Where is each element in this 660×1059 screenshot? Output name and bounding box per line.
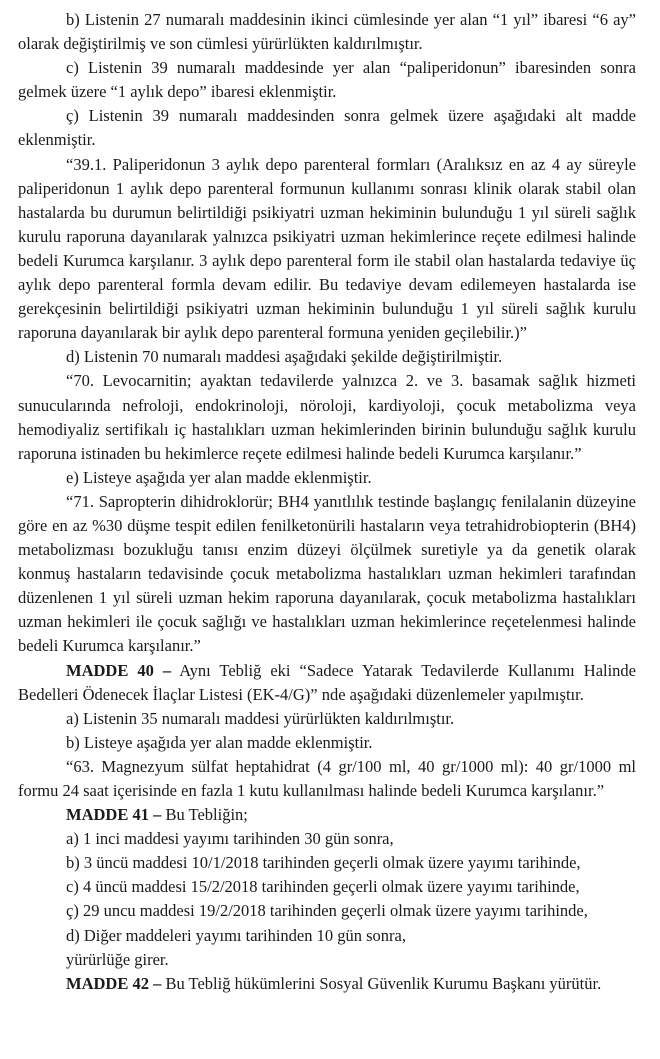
paragraph-text: “63. Magnezyum sülfat heptahidrat (4 gr/100 ml, 40 gr/1000 ml): 40 gr/1000 ml formu 24 saat içerisinde en fazla 1 kutu kullanılması halinde bedeli Kurumca karşılanır.”	[18, 756, 636, 800]
article-label: MADDE 40 –	[66, 660, 172, 680]
document-page	[18, 8, 636, 996]
paragraph-text: “39.1. Paliperidonun 3 aylık depo parenteral formları (Aralıksız en az 4 ay süreyle paliperidonun 1 aylık depo parenteral formunun kullanımı sonrası klinik olarak stabil olan hastalarda bu durumun belirtildiği psikiyatri uzman hekiminin bulunduğu 1 yıl süreli sağlık kurulu raporuna dayanılarak yalnızca psikiyatri uzman hekimlerince reçete edilmesi halinde bedeli Kurumca karşılanır. 3 aylık depo parenteral form ile stabil olan hastalarda tedaviye üç aylık depo parenteral formla devam edilir. Bu tedaviye devam edilemeyen hastalarda ise gerekçesinin belirtildiği psikiyatri uzman hekiminin bulunduğu 1 yıl süreli sağlık kurulu raporuna dayanılarak bir aylık depo parenteral formuna yeniden geçilebilir.)”	[18, 154, 636, 343]
paragraph-text: b) Listeye aşağıda yer alan madde eklenmiştir.	[66, 732, 373, 752]
paragraph-text: b) 3 üncü maddesi 10/1/2018 tarihinden geçerli olmak üzere yayımı tarihinde,	[66, 853, 581, 873]
paragraph-text: a) 1 inci maddesi yayımı tarihinden 30 gün sonra,	[66, 829, 394, 849]
paragraph-text: d) Diğer maddeleri yayımı tarihinden 10 gün sonra,	[66, 925, 406, 945]
article-label: MADDE 41 –	[66, 805, 162, 825]
paragraph-text: a) Listenin 35 numaralı maddesi yürürlükten kaldırılmıştır.	[66, 708, 455, 728]
paragraph-quote-71	[18, 490, 636, 659]
paragraph-text: “70. Levocarnitin; ayaktan tedavilerde yalnızca 2. ve 3. basamak sağlık hizmeti sunucularında nefroloji, endokrinoloji, nöroloji, kardiyoloji, çocuk metabolizma veya hemodiyaliz sertifikalı iç hastalıkları uzman hekimlerinden birinin bulunduğu sağlık kurulu raporuna istinaden bu hekimlerce reçete edilmesi halinde bedeli Kurumca karşılanır.”	[18, 371, 636, 463]
paragraph-item-b-27	[18, 8, 636, 56]
paragraph-item-a-35	[18, 707, 636, 731]
closing-line	[18, 948, 636, 972]
paragraph-text: Aynı Tebliğ eki “Sadece Yatarak Tedavilerde Kullanımı Halinde Bedelleri Ödenecek İlaçlar Listesi (EK-4/G)” nde aşağıdaki düzenlemeler yapılmıştır.	[18, 660, 637, 704]
paragraph-item-b-add	[18, 731, 636, 755]
paragraph-quote-63	[18, 755, 636, 803]
paragraph-text: ç) 29 uncu maddesi 19/2/2018 tarihinden geçerli olmak üzere yayımı tarihinde,	[66, 901, 588, 921]
article-40	[18, 659, 636, 707]
paragraph-text: ç) Listenin 39 numaralı maddesinden sonra gelmek üzere aşağıdaki alt madde eklenmiştir.	[18, 106, 636, 150]
article-41	[18, 803, 636, 827]
paragraph-item-e	[18, 466, 636, 490]
paragraph-text: yürürlüğe girer.	[66, 949, 169, 969]
paragraph-text: “71. Sapropterin dihidroklorür; BH4 yanıtlılık testinde başlangıç fenilalanin düzeyine göre en az %30 düşme tespit edilen fenilketonürili hastaların veya tetrahidrobiopterin (BH4) metabolizması bozukluğu tanısı enzim düzeyi ölçülmek suretiyle ya da genetik olarak konmuş hastaların tedavisinde çocuk metabolizma hastalıkları uzman hekimleri tarafından düzenlenen 1 yıl süreli uzman hekim raporuna dayanılarak, çocuk metabolizma hastalıkları uzman hekimleri ile çocuk sağlığı ve hastalıkları uzman hekimlerince reçetelenmesi halinde bedeli Kurumca karşılanır.”	[18, 491, 636, 656]
list-item-b	[18, 851, 636, 875]
list-item-c	[18, 875, 636, 899]
paragraph-item-c-39	[18, 56, 636, 104]
paragraph-text: Bu Tebliğ hükümlerini Sosyal Güvenlik Kurumu Başkanı yürütür.	[161, 973, 602, 993]
paragraph-item-d-70	[18, 345, 636, 369]
article-label: MADDE 42 –	[66, 973, 162, 993]
paragraph-item-cc-39	[18, 104, 636, 152]
paragraph-text: d) Listenin 70 numaralı maddesi aşağıdaki şekilde değiştirilmiştir.	[66, 347, 503, 367]
paragraph-quote-70	[18, 369, 636, 465]
paragraph-text: c) 4 üncü maddesi 15/2/2018 tarihinden geçerli olmak üzere yayımı tarihinde,	[66, 877, 580, 897]
paragraph-text: Bu Tebliğin;	[161, 805, 248, 825]
paragraph-text: b) Listenin 27 numaralı maddesinin ikinci cümlesinde yer alan “1 yıl” ibaresi “6 ay” olarak değiştirilmiş ve son cümlesi yürürlükten kaldırılmıştır.	[18, 10, 636, 54]
list-item-a	[18, 827, 636, 851]
list-item-cc	[18, 899, 636, 923]
paragraph-text: c) Listenin 39 numaralı maddesinde yer alan “paliperidonun” ibaresinden sonra gelmek üzere “1 aylık depo” ibaresi eklenmiştir.	[18, 58, 636, 102]
paragraph-text: e) Listeye aşağıda yer alan madde eklenmiştir.	[66, 467, 372, 487]
list-item-d	[18, 924, 636, 948]
paragraph-quote-39-1	[18, 153, 636, 346]
article-42	[18, 972, 636, 996]
